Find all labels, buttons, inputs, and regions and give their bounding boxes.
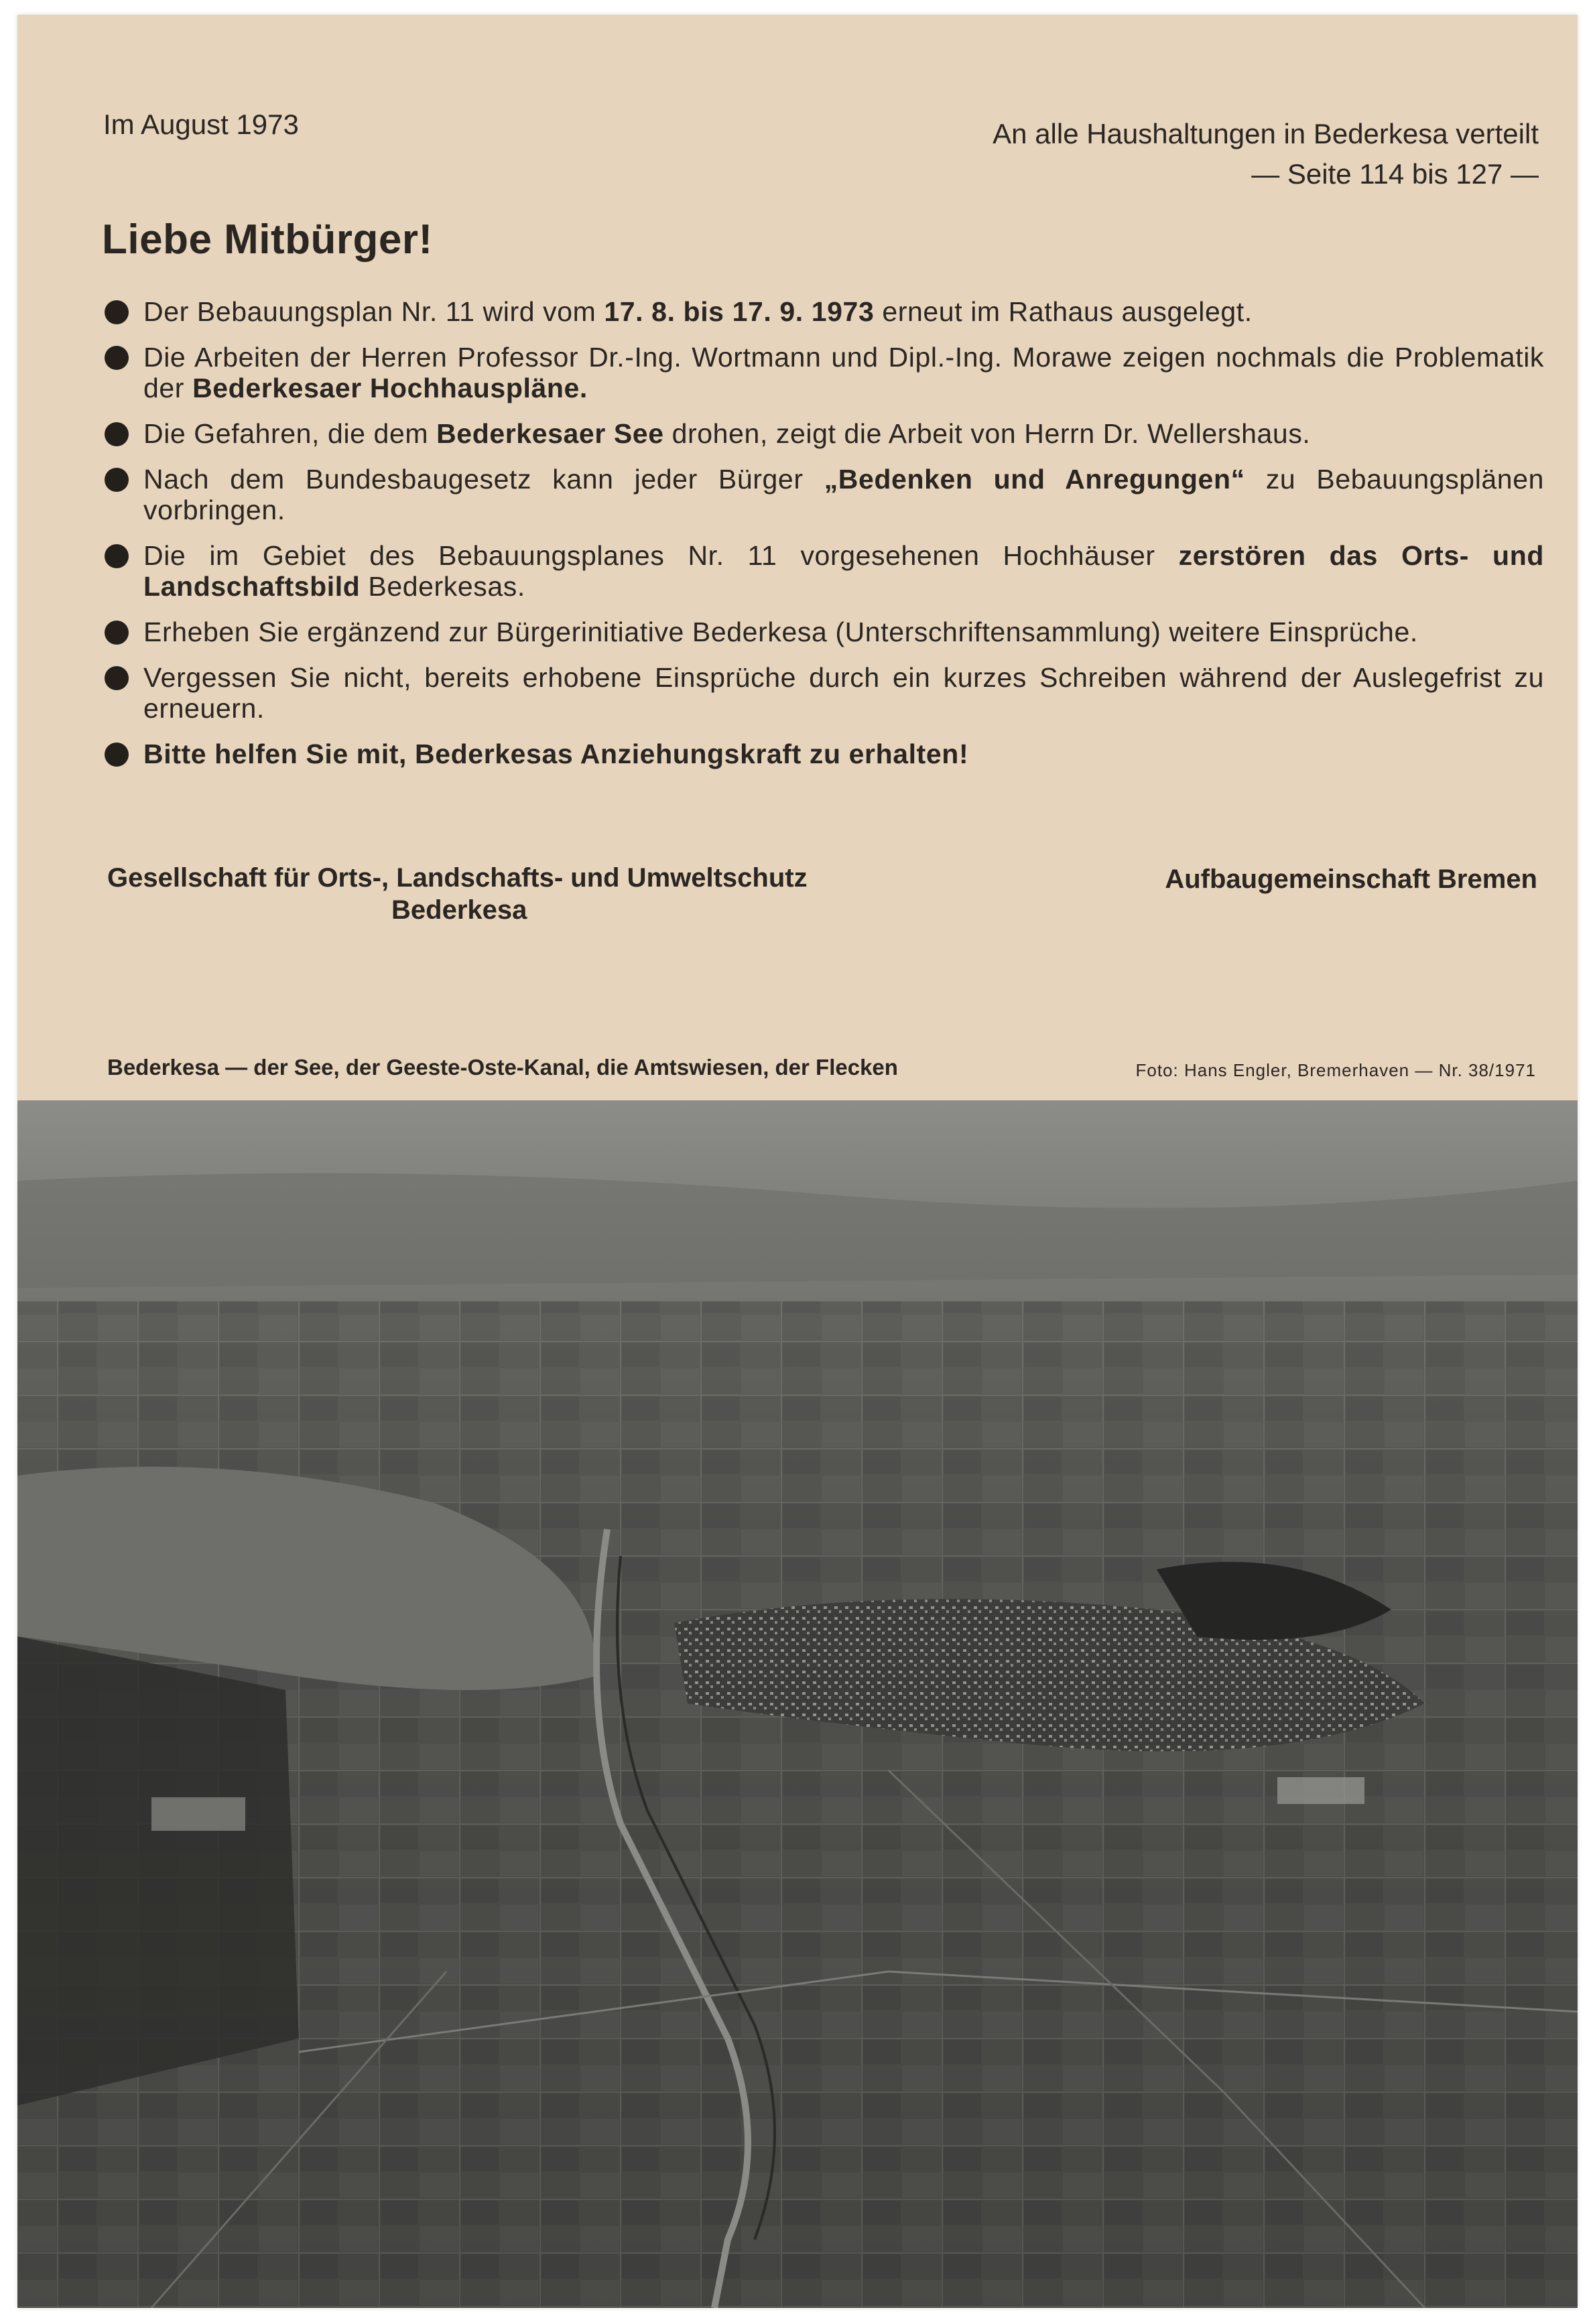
bullet-dot-icon — [105, 300, 129, 324]
photo-caption: Bederkesa — der See, der Geeste-Oste-Kanal, die Amtswiesen, der Flecken — [107, 1055, 898, 1080]
bullet-item — [103, 540, 1544, 602]
bullet-dot-icon — [105, 468, 129, 492]
bullet-text: Der Bebauungsplan Nr. 11 wird vom — [143, 296, 604, 327]
bullet-text: Nach dem Bundesbaugesetz kann jeder Bürger — [143, 464, 824, 495]
bullet-item — [103, 738, 1544, 769]
bullet-item — [103, 617, 1544, 647]
date-line: Im August 1973 — [103, 109, 299, 140]
bullet-bold-text: zerstören das Orts- und Landschaftsbild — [143, 540, 1544, 602]
signature-left — [107, 862, 808, 926]
bullet-text: Die Arbeiten der Herren Professor Dr.-Ing. Wortmann und Dipl.-Ing. Morawe zeigen nochmals die Problematik der — [143, 342, 1544, 403]
bullet-bold-text: Bederkesaer See — [436, 418, 664, 449]
signature-left-line1: Gesellschaft für Orts-, Landschafts- und Umweltschutz — [107, 863, 808, 893]
bullet-text: erneut im Rathaus ausgelegt. — [874, 296, 1253, 327]
bullet-dot-icon — [105, 422, 129, 446]
bullet-dot-icon — [105, 743, 129, 767]
bullet-item — [103, 418, 1544, 449]
bullet-text: Die Gefahren, die dem — [143, 418, 437, 449]
bullet-item — [103, 662, 1544, 724]
page-range: — Seite 114 bis 127 — — [1251, 158, 1539, 190]
bullet-list — [103, 296, 1544, 784]
bullet-text: Vergessen Sie nicht, bereits erhobene Einsprüche durch ein kurzes Schreiben während der Auslegefrist zu erneuern. — [143, 662, 1544, 724]
signature-left-line2: Bederkesa — [391, 895, 527, 925]
bullet-text: drohen, zeigt die Arbeit von Herrn Dr. Wellershaus. — [663, 418, 1311, 449]
bullet-dot-icon — [105, 666, 129, 690]
flyer-page — [17, 15, 1578, 2308]
aerial-photo — [17, 1100, 1578, 2308]
distribution-note — [993, 114, 1539, 194]
bullet-text: Die im Gebiet des Bebauungsplanes Nr. 11 vorgesehenen Hochhäuser — [143, 540, 1179, 571]
greeting-heading: Liebe Mitbürger! — [102, 216, 433, 263]
bullet-bold-text: 17. 8. bis 17. 9. 1973 — [604, 296, 875, 327]
bullet-dot-icon — [105, 346, 129, 370]
signature-right: Aufbaugemeinschaft Bremen — [1165, 864, 1537, 894]
distribution-line: An alle Haushaltungen in Bederkesa verteilt — [993, 118, 1539, 149]
photo-credit: Foto: Hans Engler, Bremerhaven — Nr. 38/1971 — [1135, 1060, 1536, 1080]
bullet-text: Erheben Sie ergänzend zur Bürgerinitiative Bederkesa (Unterschriftensammlung) weitere Einsprüche. — [143, 617, 1418, 647]
bullet-text: Bederkesas. — [360, 571, 525, 602]
bullet-bold-text: Bitte helfen Sie mit, Bederkesas Anziehungskraft zu erhalten! — [143, 738, 969, 769]
bullet-item — [103, 296, 1544, 327]
aerial-photo-graphic — [17, 1100, 1578, 2308]
bullet-text: zu Bebauungsplänen vorbringen. — [143, 464, 1545, 525]
bullet-item — [103, 464, 1544, 525]
bullet-dot-icon — [105, 621, 129, 645]
bullet-dot-icon — [105, 544, 129, 568]
bullet-item — [103, 342, 1544, 403]
bullet-bold-text: Bederkesaer Hochhauspläne. — [192, 373, 588, 403]
bullet-bold-text: „Bedenken und Anregungen“ — [824, 464, 1245, 495]
